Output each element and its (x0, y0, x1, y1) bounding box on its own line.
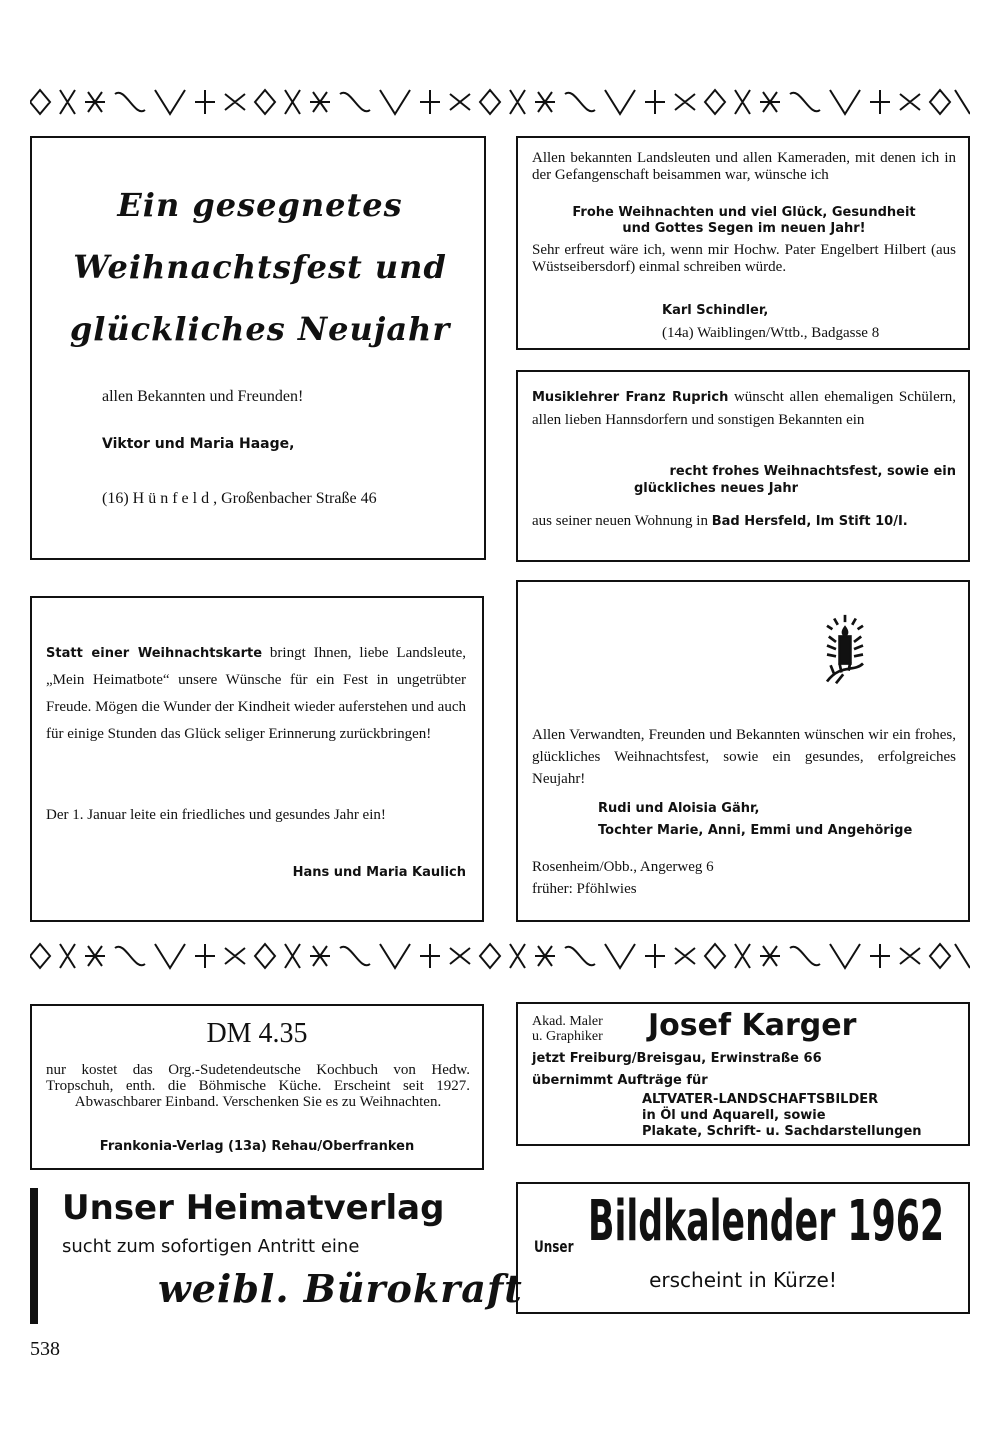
page-number: 538 (30, 1338, 60, 1360)
haage-address: (16) H ü n f e l d , Großenbacher Straße 46 (102, 490, 377, 507)
ruprich-wish2: glückliches neues Jahr (634, 481, 799, 496)
schindler-wish2: und Gottes Segen im neuen Jahr! (622, 221, 866, 236)
kaulich-intro-bold: Statt einer Weihnachtskarte (46, 646, 263, 661)
bildkalender-small: Unser (534, 1237, 574, 1256)
ad-bildkalender (516, 1182, 970, 1314)
candle-icon (818, 608, 872, 692)
gaehr-address1: Rosenheim/Obb., Angerweg 6 (532, 859, 714, 875)
kaulich-body (46, 640, 466, 748)
ad-karger (516, 1002, 970, 1146)
heimatverlag-sub: sucht zum sofortigen Antritt eine (62, 1236, 360, 1257)
ad-kochbuch (30, 1004, 484, 1170)
heimatverlag-title: Unser Heimatverlag (62, 1188, 445, 1228)
karger-line2: übernimmt Aufträge für (532, 1073, 708, 1088)
heimatverlag-job: weibl. Bürokraft (158, 1266, 523, 1311)
haage-greeting: allen Bekannten und Freunden! (102, 388, 304, 405)
ruprich-intro-text: wünscht allen ehemaligen Schülern, allen lieben Hannsdorfern und sonstigen Bekannten ein (532, 389, 957, 428)
decorative-border-middle (30, 940, 970, 972)
kochbuch-publisher: Frankonia-Verlag (13a) Rehau/Oberfranken (99, 1139, 415, 1154)
heimatverlag-bar (30, 1188, 38, 1324)
gaehr-address2: früher: Pföhlwies (532, 881, 637, 897)
ad-ruprich (516, 370, 970, 562)
karger-line4: in Öl und Aquarell, sowie (642, 1108, 826, 1123)
gaehr-body: Allen Verwandten, Freunden und Bekannten wünschen wir ein frohes, glückliches Weihnachtsfest, sowie ein gesundes, erfolgreiches Neujahr! (532, 727, 956, 787)
ruprich-wish1: recht frohes Weihnachtsfest, sowie ein (669, 464, 956, 479)
ruprich-intro (532, 386, 956, 431)
ruprich-outro-text: aus seiner neuen Wohnung in (532, 513, 708, 529)
ad-schindler (516, 136, 970, 350)
ad-kaulich (30, 596, 484, 922)
haage-names: Viktor und Maria Haage, (102, 436, 295, 452)
bildkalender-title: Bildkalender 1962 (588, 1189, 945, 1254)
karger-line5: Plakate, Schrift- u. Sachdarstellungen (642, 1124, 922, 1139)
gaehr-names2: Tochter Marie, Anni, Emmi und Angehörige (598, 823, 913, 838)
ad-gaehr (516, 580, 970, 922)
schindler-name: Karl Schindler, (662, 303, 769, 318)
kochbuch-body: nur kostet das Org.-Sudetendeutsche Kochbuch von Hedw. Tropschuh, enth. die Böhmische Küche. Erscheint seit 1927. Abwaschbarer Einband. Verschenken Sie es zu Weihnachten. (46, 1062, 470, 1110)
haage-line3: glückliches Neujahr (69, 310, 451, 348)
bildkalender-sub: erscheint in Kürze! (649, 1268, 837, 1292)
kochbuch-price: DM 4.35 (206, 1018, 308, 1049)
ruprich-outro-bold: Bad Hersfeld, Im Stift 10/I. (711, 514, 908, 529)
haage-line1: Ein gesegnetes (117, 186, 403, 224)
schindler-intro: Allen bekannten Landsleuten und allen Kameraden, mit denen ich in der Gefangenschaft beisammen war, wünsche ich (532, 150, 956, 183)
karger-title2: u. Graphiker (532, 1029, 603, 1044)
karger-line3: ALTVATER-LANDSCHAFTSBILDER (642, 1092, 879, 1107)
karger-name: Josef Karger (648, 1008, 857, 1043)
schindler-body: Sehr erfreut wäre ich, wenn mir Hochw. Pater Engelbert Hilbert (aus Wüstseibersdorf) einmal schreiben würde. (532, 242, 956, 275)
haage-line2: Weihnachtsfest und (73, 248, 447, 286)
ruprich-intro-bold: Musiklehrer Franz Ruprich (532, 390, 729, 405)
ad-haage (30, 136, 486, 560)
ruprich-outro (532, 510, 956, 533)
gaehr-names1: Rudi und Aloisia Gähr, (598, 801, 760, 816)
karger-title1: Akad. Maler (532, 1014, 603, 1029)
kaulich-body2: Der 1. Januar leite ein friedliches und gesundes Jahr ein! (46, 807, 386, 823)
kaulich-body-text: bringt Ihnen, liebe Landsleute, „Mein Heimatbote“ unsere Wünsche für ein Fest in ungetrübter Freude. Mögen die Wunder der Kindheit wieder auferstehen und auch für einige Stunden das Glück seliger Erinnerung zurückbringen! (46, 645, 466, 742)
kaulich-names: Hans und Maria Kaulich (292, 865, 466, 880)
schindler-wish1: Frohe Weihnachten und viel Glück, Gesundheit (572, 205, 916, 220)
decorative-border-top (30, 86, 970, 118)
schindler-address: (14a) Waiblingen/Wttb., Badgasse 8 (662, 325, 880, 341)
karger-line1: jetzt Freiburg/Breisgau, Erwinstraße 66 (532, 1051, 822, 1066)
